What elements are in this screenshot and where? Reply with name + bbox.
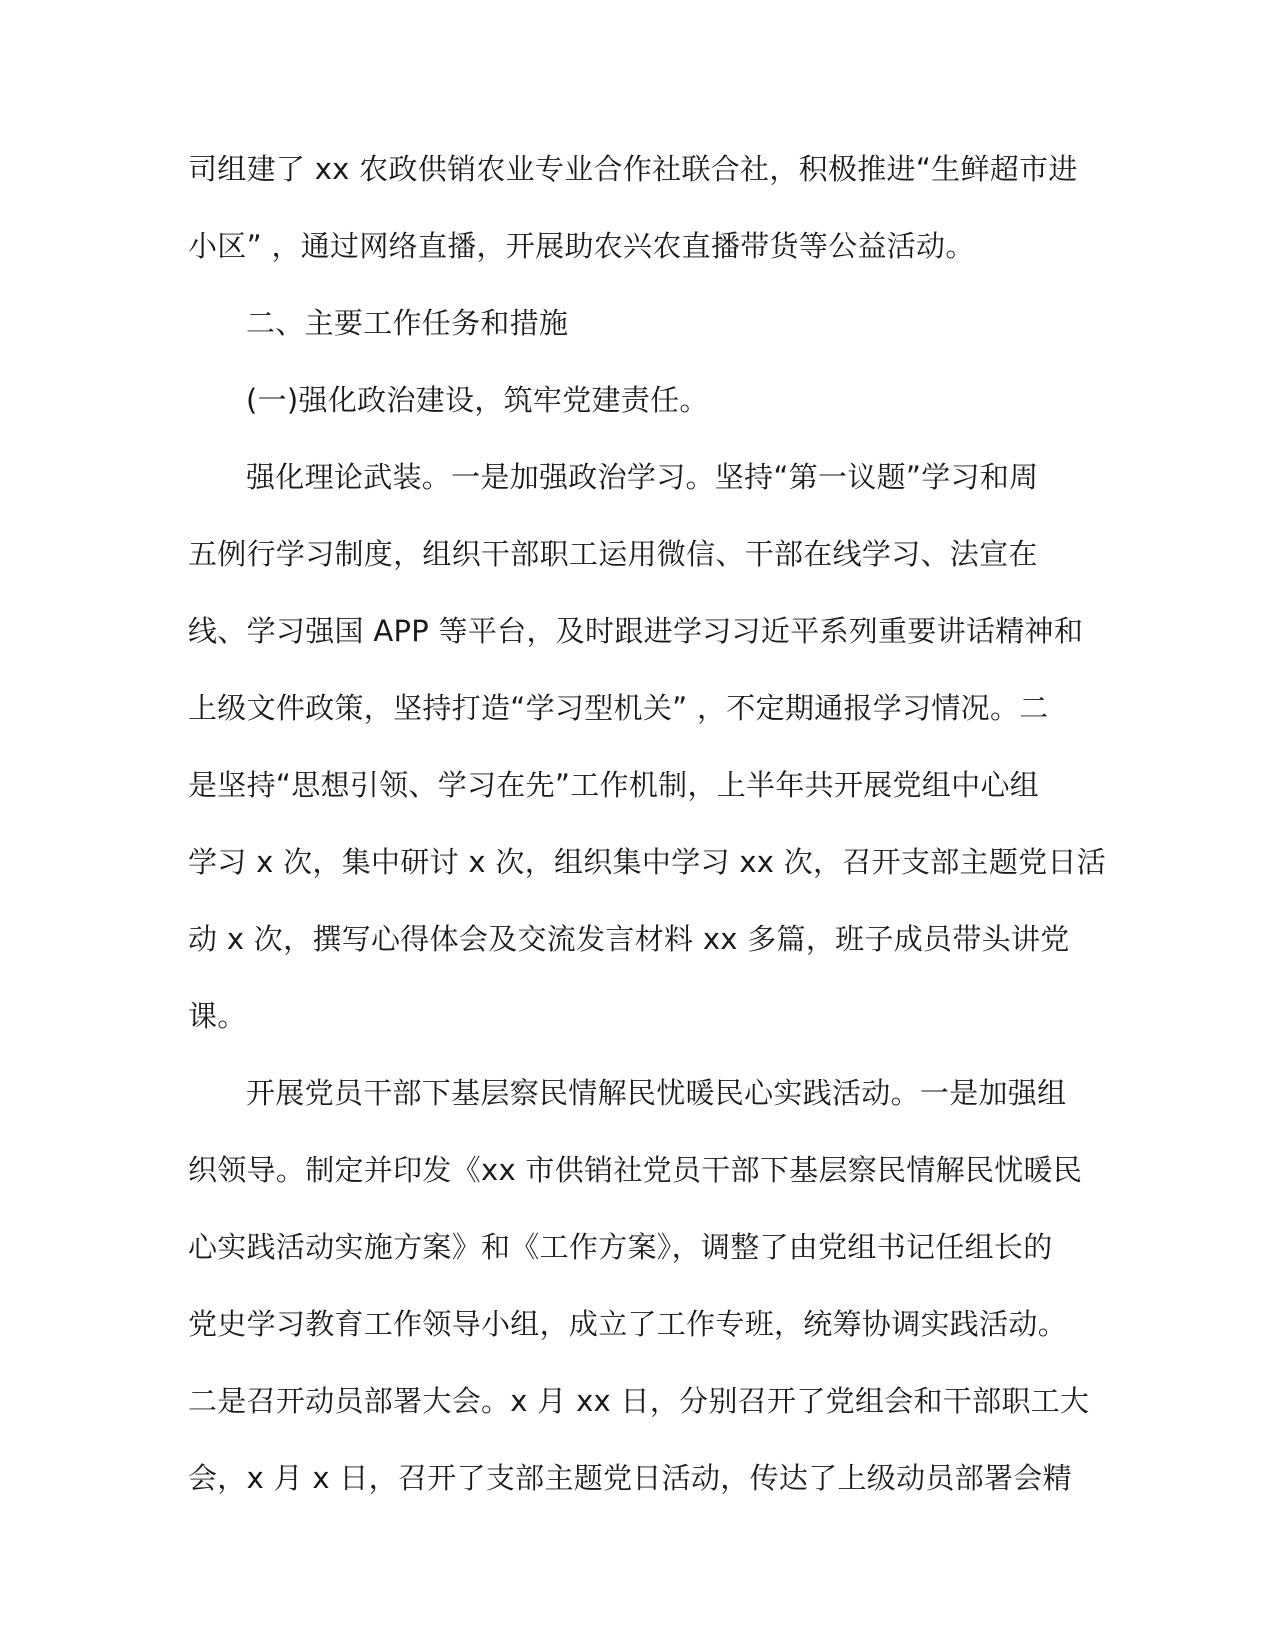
text-line: 织领导。制定并印发《xx 市供销社党员干部下基层察民情解民忧暖民 xyxy=(188,1153,1083,1187)
document-body xyxy=(188,139,1107,1525)
text-line: 课。 xyxy=(188,999,247,1033)
text-line: 线、学习强国 APP 等平台，及时跟进学习习近平系列重要讲话精神和 xyxy=(188,614,1084,648)
text-line: 五例行学习制度，组织干部职工运用微信、干部在线学习、法宣在 xyxy=(188,537,1038,571)
text-line: 心实践活动实施方案》和《工作方案》，调整了由党组书记任组长的 xyxy=(188,1230,1053,1264)
text-line: 上级文件政策，坚持打造“学习型机关” ，不定期通报学习情况。二 xyxy=(188,691,1049,725)
text-line: 党史学习教育工作领导小组，成立了工作专班，统筹协调实践活动。 xyxy=(188,1307,1068,1341)
text-line: 司组建了 xx 农政供销农业专业合作社联合社，积极推进“生鲜超市进 xyxy=(188,152,1078,186)
section-heading: 二、主要工作任务和措施 xyxy=(246,306,569,340)
text-line: 小区” ，通过网络直播，开展助农兴农直播带货等公益活动。 xyxy=(188,229,975,263)
paragraph-start-line: 强化理论武装。一是加强政治学习。坚持“第一议题”学习和周 xyxy=(246,460,1039,494)
subsection-heading: (一)强化政治建设，筑牢党建责任。 xyxy=(246,383,709,417)
text-line: 二是召开动员部署大会。x 月 xx 日，分别召开了党组会和干部职工大 xyxy=(188,1384,1090,1418)
text-line: 学习 x 次，集中研讨 x 次，组织集中学习 xx 次，召开支部主题党日活 xyxy=(188,845,1107,879)
paragraph-start-line: 开展党员干部下基层察民情解民忧暖民心实践活动。一是加强组 xyxy=(246,1076,1067,1110)
text-line: 是坚持“思想引领、学习在先”工作机制，上半年共开展党组中心组 xyxy=(188,768,1040,802)
text-line: 会，x 月 x 日，召开了支部主题党日活动，传达了上级动员部署会精 xyxy=(188,1461,1072,1495)
text-line: 动 x 次，撰写心得体会及交流发言材料 xx 多篇，班子成员带头讲党 xyxy=(188,922,1070,956)
